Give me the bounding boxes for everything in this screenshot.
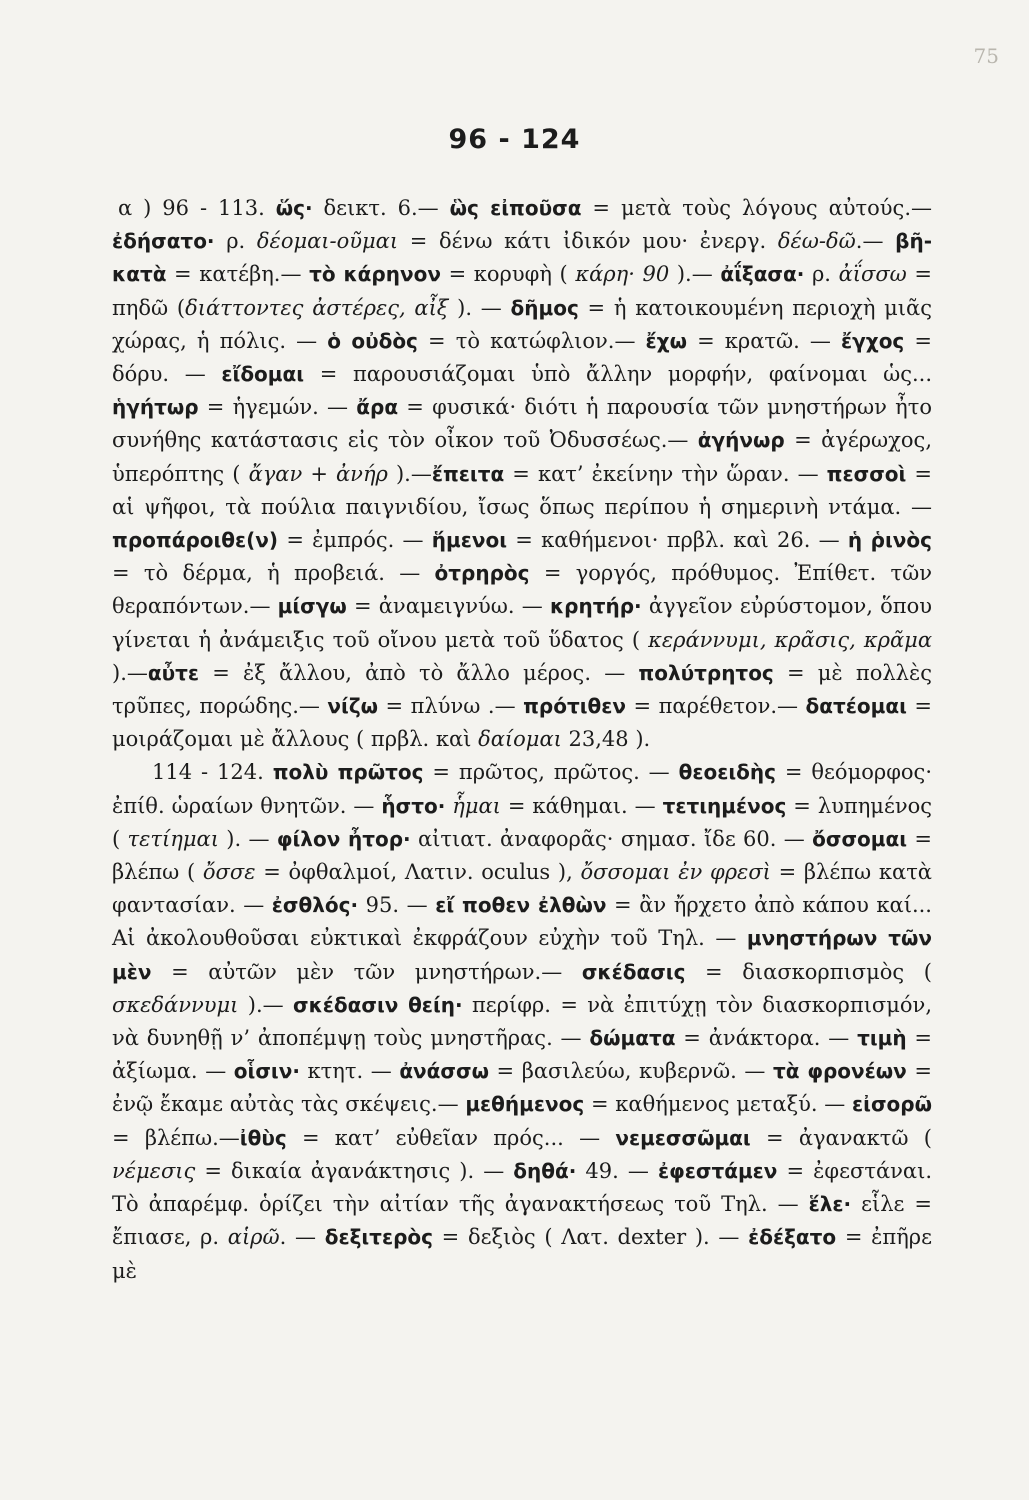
text-run: = βασιλεύω, κυβερνῶ. — <box>488 1059 773 1084</box>
text-run: αἰτιατ. ἀναφορᾶς· σημασ. ἴδε 60. — <box>410 826 813 851</box>
text-run: = κατέβη.— <box>166 262 310 287</box>
text-run: ).— <box>238 992 294 1017</box>
text-run: = παρέθετον.— <box>626 694 806 719</box>
text-run: = κατ’ ἐκείνην τὴν ὥραν. — <box>504 461 827 486</box>
headword: βῆ-κατὰ <box>112 229 932 287</box>
headword: μίσγω <box>277 594 347 619</box>
headword: θεοειδὴς <box>678 760 776 785</box>
headword: ἡ ῥινὸς <box>847 528 932 553</box>
text-run: = ἂν ἤρχετο ἀπὸ κάπου καί... Αἱ ἀκολουθοῦσαι εὐκτικαὶ ἐκφράζουν εὐχὴν τοῦ Τηλ. — <box>112 893 932 951</box>
italic-term: τετίημαι <box>127 826 219 851</box>
headword: δατέομαι <box>805 694 907 719</box>
text-run: ρ. <box>804 262 839 287</box>
text-run: = γοργός, πρόθυμος. Ἐπίθετ. τῶν θεραπόντων.— <box>112 561 932 619</box>
text-run: = δένω κάτι ἰδικόν μου· ἐνεργ. <box>398 229 778 254</box>
headword: ἀγήνωρ <box>697 428 785 453</box>
text-run: = δόρυ. — <box>112 328 932 387</box>
text-run: = καθήμενος μεταξύ. — <box>584 1092 853 1117</box>
headword: ἔπειτα <box>431 461 505 486</box>
headword: ἰθὺς <box>239 1125 287 1150</box>
text-run: = πρῶτος, πρῶτος. — <box>423 760 679 785</box>
headword: τιμὴ <box>857 1026 907 1051</box>
headword: πολὺ πρῶτος <box>272 760 424 785</box>
text-run: ).— <box>669 262 721 287</box>
headword: πρότιθεν <box>523 694 626 719</box>
text-run: = φυσικά· διότι ἡ παρουσία τῶν μνηστήρων ἦτο συνήθης κατάστασις εἰς τὸν οἶκον τοῦ Ὀδυσσέως.— <box>112 395 932 453</box>
italic-term: δέομαι-οῦμαι <box>256 229 399 254</box>
text-run: = ἀνάκτορα. — <box>675 1026 858 1051</box>
headword: εἴδομαι <box>221 362 305 387</box>
text-run: = θεόμορφος· ἐπίθ. ὡραίων θνητῶν. — <box>112 760 932 818</box>
text-run: = βλέπω κατὰ φαντασίαν. — <box>112 860 932 918</box>
italic-term: δέω-δῶ <box>777 229 856 254</box>
paragraph-114-124 <box>112 756 932 1287</box>
italic-term: κεράννυμι, κρᾶσις, κρᾶμα <box>648 627 933 652</box>
text-run: = τὸ δέρμα, ἡ προβειά. — <box>112 561 435 586</box>
headword: ἄρα <box>356 395 399 420</box>
headword: ἐσθλός· <box>271 893 359 918</box>
text-run: = διασκορπισμὸς ( <box>685 959 932 984</box>
headword: σκέδασις <box>581 959 686 984</box>
text-run: = πλύνω .— <box>378 694 524 719</box>
text-run: = ἐνῷ ἔκαμε αὐτὰς τὰς σκέψεις.— <box>112 1059 932 1117</box>
headword: ἐδήσατο· <box>112 229 215 254</box>
headword: ἡγήτωρ <box>112 395 199 420</box>
text-run: = κρατῶ. — <box>686 328 842 353</box>
text-run: = μετὰ τοὺς λόγους αὐτούς.— <box>581 196 932 220</box>
headword: φίλον ἦτορ· <box>276 826 411 851</box>
headword: τὸ κάρηνον <box>309 262 441 287</box>
text-run: = δικαία ἀγανάκτησις ). — <box>195 1158 514 1183</box>
text-run: = ἀγανακτῶ ( <box>750 1125 932 1150</box>
italic-term: ἀΐσσω <box>838 262 907 287</box>
commentary-body <box>112 192 932 1288</box>
text-run: περίφρ. = νὰ ἐπιτύχῃ τὸν διασκορπισμόν, νὰ δυνηθῇ ν’ ἀποπέμψῃ τοὺς μνηστῆρας. — <box>112 992 932 1051</box>
headword: προπάροιθε(ν) <box>112 528 279 553</box>
text-run: = ὀφθαλμοί, Λατιν. oculus ), <box>255 860 581 885</box>
headword: ἕλε· <box>808 1192 852 1217</box>
italic-term: σκεδάννυμι <box>112 992 239 1017</box>
italic-term: κάρη· 90 <box>575 262 670 287</box>
text-run: ἀγγεῖον εὐρύστομον, ὅπου γίνεται ἡ ἀνάμειξις τοῦ οἴνου μετὰ τοῦ ὕδατος ( <box>112 594 932 652</box>
text-run: εἷλε = ἔπιασε, ρ. <box>112 1192 932 1250</box>
text-run: 114 - 124. <box>152 760 273 785</box>
text-run: = ἐξ ἄλλου, ἀπὸ τὸ ἄλλο μέρος. — <box>199 660 639 685</box>
headword: κρητήρ· <box>549 594 642 619</box>
headword: ὁ οὐδὸς <box>327 328 418 353</box>
text-run: = λυπημένος ( <box>112 793 932 851</box>
headword: εἴ ποθεν ἐλθὼν <box>435 893 607 918</box>
headword: ὀτρηρὸς <box>434 561 530 586</box>
text-run: ). — <box>218 826 277 851</box>
headword: μεθήμενος <box>465 1092 585 1117</box>
text-run: = βλέπω ( <box>112 826 932 885</box>
text-run: 49. — <box>576 1158 658 1183</box>
headword: οἷσιν· <box>233 1059 300 1084</box>
text-run: .— <box>855 229 896 254</box>
headword: ἧστο· <box>381 793 446 818</box>
text-run: = κάθημαι. — <box>500 793 663 818</box>
text-run: = ἐφεστάναι. Τὸ ἀπαρέμφ. ὁρίζει τὴν αἰτίαν τῆς ἀγανακτήσεως τοῦ Τηλ. — <box>112 1158 932 1217</box>
headword: ὣς εἰποῦσα <box>449 196 582 220</box>
italic-term: αἱρῶ <box>227 1225 280 1250</box>
page-header: 96 - 124 <box>448 124 581 155</box>
headword: ἀΐξασα· <box>720 262 805 287</box>
headword: νεμεσσῶμαι <box>615 1125 751 1150</box>
headword: δεξιτερὸς <box>324 1225 433 1250</box>
headword: μνηστήρων τῶν μὲν <box>112 926 933 984</box>
text-run: = κορυφὴ ( <box>440 262 576 287</box>
headword: σκέδασιν θείη· <box>293 992 463 1017</box>
headword: τετιημένος <box>662 793 787 818</box>
headword: ὄσσομαι <box>812 826 908 851</box>
headword: ἥμενοι <box>431 528 508 553</box>
text-run: = ἀγέρωχος, ὑπερόπτης ( <box>112 428 932 486</box>
text-run: = παρουσιάζομαι ὑπὸ ἄλλην μορφήν, φαίνομαι ὡς... <box>304 362 933 387</box>
italic-term: ὄσσομαι ἐν φρεσὶ <box>580 860 771 885</box>
italic-term: διάττοντες ἀστέρες, αἶξ <box>185 295 449 320</box>
headword: ἐδέξατο <box>748 1225 837 1250</box>
italic-term: ἧμαι <box>452 793 501 818</box>
headword: δώματα <box>589 1026 676 1051</box>
headword: δηθά· <box>513 1158 577 1183</box>
text-run: κτητ. — <box>299 1059 400 1084</box>
text-run: = καθήμενοι· πρβλ. καὶ 26. — <box>507 528 848 553</box>
text-run: ρ. <box>214 229 257 254</box>
faint-page-number: 75 <box>973 44 999 68</box>
text-run: = πηδῶ ( <box>112 262 933 320</box>
italic-term: νέμεσις <box>112 1158 196 1183</box>
text-run: = αὐτῶν μὲν τῶν μνηστήρων.— <box>151 959 582 984</box>
headword: πεσσοὶ <box>826 461 907 486</box>
text-run: = ἡ κατοικουμένη περιοχὴ μιᾶς χώρας, ἡ πόλις. — <box>112 295 932 353</box>
headword: ἔχω <box>645 328 687 353</box>
text-run: ).— <box>387 461 432 486</box>
text-run: ).— <box>112 660 148 685</box>
headword: ὥς· <box>275 196 313 220</box>
text-run: δεικτ. 6.— <box>312 196 450 220</box>
text-run: = τὸ κατώφλιον.— <box>417 328 646 353</box>
text-run: = ἐπῆρε μὲ <box>112 1225 933 1283</box>
headword: αὖτε <box>147 660 200 685</box>
text-run: = ἐμπρός. — <box>278 528 432 553</box>
text-run: = ἡγεμών. — <box>198 395 357 420</box>
text-run: = ἀναμειγνύω. — <box>346 594 550 619</box>
italic-term: δαίομαι <box>478 727 562 752</box>
headword: εἰσορῶ <box>852 1092 932 1117</box>
text-run: = δεξιὸς ( Λατ. dexter ). — <box>433 1225 749 1250</box>
text-run: ). — <box>448 295 511 320</box>
text-run: 95. — <box>358 893 436 918</box>
text-run: = μὲ πολλὲς τρῦπες, πορώδης.— <box>112 660 932 719</box>
text-run: = βλέπω.— <box>112 1125 240 1150</box>
headword: ἔγχος <box>841 328 905 353</box>
text-run: 23,48 ). <box>561 727 651 752</box>
text-run: . — <box>279 1225 325 1250</box>
text-run: = αἱ ψῆφοι, τὰ πούλια παιγνιδίου, ἴσως ὅπως περίπου ἡ σημερινὴ ντάμα. — <box>112 461 932 519</box>
text-run: = κατ’ εὐθεῖαν πρός... — <box>286 1125 616 1150</box>
headword: τὰ φρονέων <box>772 1059 907 1084</box>
headword: νίζω <box>327 694 379 719</box>
headword: δῆμος <box>510 295 579 320</box>
italic-term: ἄγαν + ἀνήρ <box>248 461 388 486</box>
italic-term: ὄσσε <box>202 860 256 885</box>
headword: ἀνάσσω <box>399 1059 489 1084</box>
headword: πολύτρητος <box>638 660 774 685</box>
headword: ἐφεστάμεν <box>657 1158 778 1183</box>
text-run: α ) 96 - 113. <box>118 196 276 220</box>
text-run: = μοιράζομαι μὲ ἄλλους ( πρβλ. καὶ <box>112 694 932 752</box>
text-run: = ἀξίωμα. — <box>112 1026 933 1084</box>
paragraph-96-113 <box>112 192 932 756</box>
